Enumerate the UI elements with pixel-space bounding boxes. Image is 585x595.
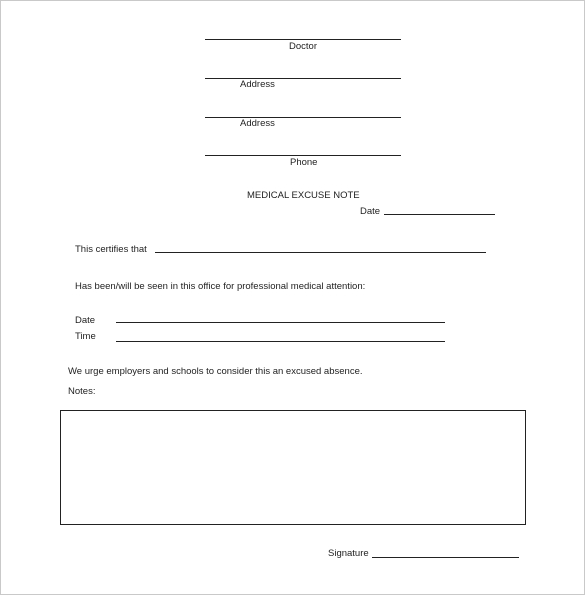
visit-date-label: Date [75,315,96,326]
address2-line[interactable] [205,117,401,118]
date-line[interactable] [384,214,495,215]
notes-box[interactable] [60,410,526,525]
document-title: MEDICAL EXCUSE NOTE [247,190,360,201]
address2-label: Address [240,118,275,129]
certifies-label: This certifies that [75,244,147,255]
address1-line[interactable] [205,78,401,79]
doctor-label: Doctor [289,41,317,52]
date-label: Date [360,206,381,217]
seen-statement: Has been/will be seen in this office for professional medical attention: [75,281,366,292]
visit-time-label: Time [75,331,96,342]
patient-name-line[interactable] [155,252,486,253]
phone-line[interactable] [205,155,401,156]
urge-statement: We urge employers and schools to consider this an excused absence. [68,366,363,377]
visit-time-line[interactable] [116,341,445,342]
address1-label: Address [240,79,275,90]
visit-date-line[interactable] [116,322,445,323]
phone-label: Phone [290,157,318,168]
notes-label: Notes: [68,386,96,397]
signature-line[interactable] [372,557,519,558]
signature-label: Signature [328,548,369,559]
doctor-line[interactable] [205,39,401,40]
